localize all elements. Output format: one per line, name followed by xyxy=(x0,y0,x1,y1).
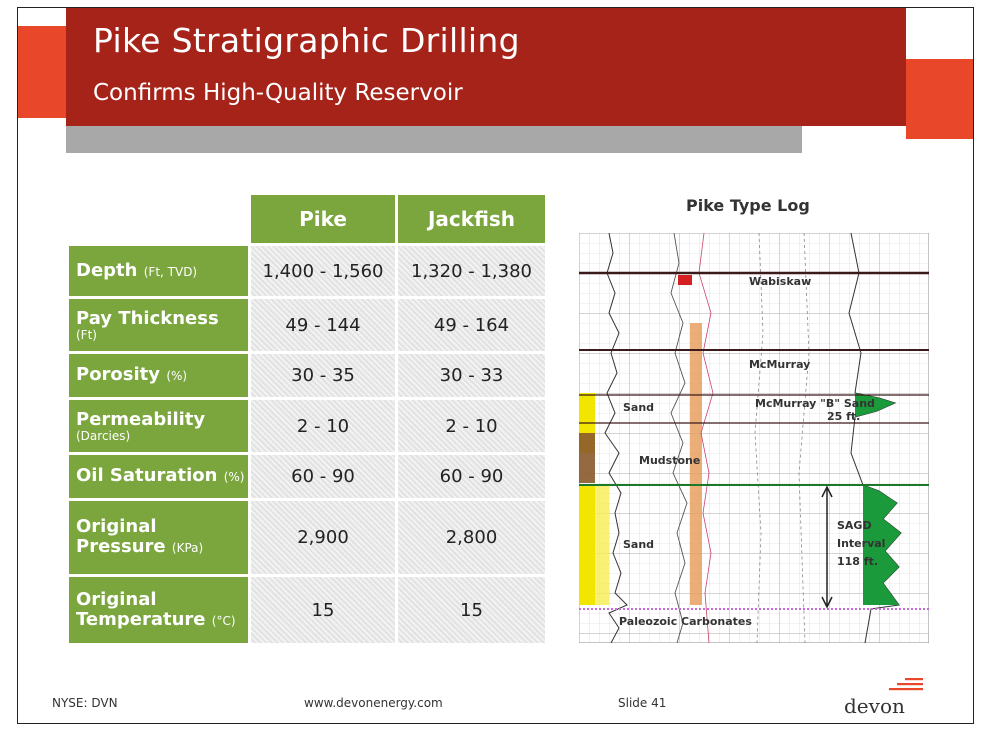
cell-pike-permeability: 2 - 10 xyxy=(251,400,395,452)
label-sagd-line3: 118 ft. xyxy=(837,555,879,568)
unit-pay-thickness: (Ft) xyxy=(76,327,97,342)
unit-porosity: (%) xyxy=(166,369,188,383)
label-mudstone: Mudstone xyxy=(639,454,701,467)
cell-pike-depth: 1,400 - 1,560 xyxy=(251,246,395,296)
label-sand-upper: Sand xyxy=(623,401,655,414)
cell-pike-porosity: 30 - 35 xyxy=(251,354,395,397)
footer-ticker: NYSE: DVN xyxy=(52,696,118,710)
label-mcmurray-b-thickness: 25 ft. xyxy=(827,410,861,423)
row-label-porosity: Porosity (%) xyxy=(69,354,248,397)
label-mcmurray: McMurray xyxy=(749,358,811,371)
type-log-figure xyxy=(579,233,929,643)
unit-oil-saturation: (%) xyxy=(223,470,245,484)
row-label-pay-thickness: Pay Thickness (Ft) xyxy=(69,299,248,351)
label-sand-lower: Sand xyxy=(623,538,655,551)
lithology-sand-lower xyxy=(579,485,595,605)
devon-logo-text: devon xyxy=(844,694,905,718)
marker-red xyxy=(678,275,692,285)
cell-jackfish-depth: 1,320 - 1,380 xyxy=(398,246,545,296)
label-wabiskaw: Wabiskaw xyxy=(749,275,812,288)
label-paleozoic: Paleozoic Carbonates xyxy=(619,615,752,628)
label-sagd-line1: SAGD xyxy=(837,519,872,532)
cell-pike-pay-thickness: 49 - 144 xyxy=(251,299,395,351)
cell-pike-original-pressure: 2,900 xyxy=(251,501,395,574)
row-label-original-pressure: Original Pressure (KPa) xyxy=(69,501,248,574)
slide xyxy=(17,7,974,724)
lithology-sand-lower-b xyxy=(595,485,609,605)
cell-jackfish-oil-saturation: 60 - 90 xyxy=(398,455,545,498)
label-sagd-line2: Interval xyxy=(837,537,886,550)
unit-permeability: (Darcies) xyxy=(76,428,131,443)
title-underbar xyxy=(66,126,802,153)
cell-jackfish-original-temperature: 15 xyxy=(398,577,545,643)
label-mcmurray-b: McMurray "B" Sand xyxy=(755,397,875,410)
row-label-depth: Depth (Ft, TVD) xyxy=(69,246,248,296)
lithology-mudstone xyxy=(579,433,595,483)
row-label-original-temperature: Original Temperature (°C) xyxy=(69,577,248,643)
col-header-jackfish: Jackfish xyxy=(398,195,545,243)
accent-block-left xyxy=(18,26,66,118)
page-title: Pike Stratigraphic Drilling xyxy=(93,21,520,60)
cell-jackfish-original-pressure: 2,800 xyxy=(398,501,545,574)
cell-pike-original-temperature: 15 xyxy=(251,577,395,643)
cell-pike-oil-saturation: 60 - 90 xyxy=(251,455,395,498)
footer-url[interactable]: www.devonenergy.com xyxy=(304,696,443,710)
unit-depth: (Ft, TVD) xyxy=(143,264,198,279)
cell-jackfish-permeability: 2 - 10 xyxy=(398,400,545,452)
unit-original-temperature: (°C) xyxy=(211,613,236,628)
accent-block-right xyxy=(906,59,973,139)
page-subtitle: Confirms High-Quality Reservoir xyxy=(93,80,463,106)
cell-jackfish-porosity: 30 - 33 xyxy=(398,354,545,397)
log-title: Pike Type Log xyxy=(686,196,810,215)
cell-jackfish-pay-thickness: 49 - 164 xyxy=(398,299,545,351)
col-header-pike: Pike xyxy=(251,195,395,243)
row-label-oil-saturation: Oil Saturation (%) xyxy=(69,455,248,498)
footer-slide-number: Slide 41 xyxy=(618,696,667,710)
row-label-permeability: Permeability (Darcies) xyxy=(69,400,248,452)
unit-original-pressure: (KPa) xyxy=(171,541,204,555)
